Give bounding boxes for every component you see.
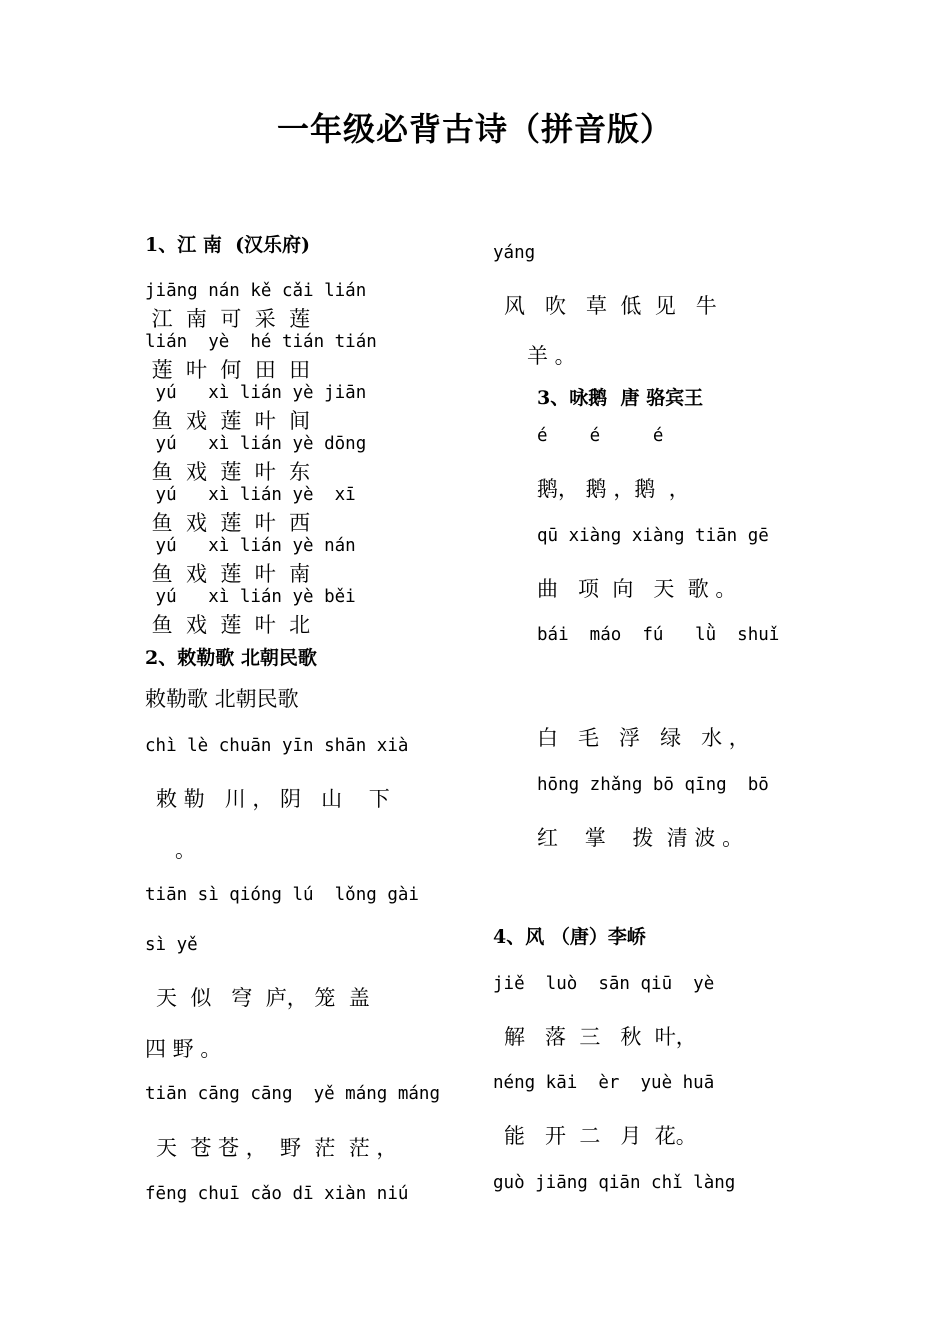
poem-2-pinyin-line-2: tiān sì qióng lú lǒng gài (145, 885, 419, 905)
poem-2-pinyin-line-4: fēng chuī cǎo dī xiàn niú (145, 1184, 409, 1204)
poem-2-hanzi-line-2-end: 四 野 。 (145, 1037, 222, 1061)
poem-1-pinyin-line-5: yú xì lián yè xī (145, 485, 356, 505)
poem-2-hanzi-line-4-end: 羊 。 (527, 344, 576, 368)
poem-1-hanzi-line-7: 鱼 戏 莲 叶 北 (145, 613, 311, 637)
poem-3-heading: 3、咏鹅 唐 骆宾王 (537, 387, 704, 409)
poem-3-hanzi-line-3: 白 毛 浮 绿 水 ， (537, 726, 750, 750)
poem-4-hanzi-line-1: 解 落 三 秋 叶， (504, 1025, 697, 1049)
poem-1-pinyin-line-2: lián yè hé tián tián (145, 332, 377, 352)
poem-1-pinyin-line-7: yú xì lián yè běi (145, 587, 356, 607)
poem-2-subtitle: 敕勒歌 北朝民歌 (145, 687, 299, 711)
poem-1-pinyin-line-4: yú xì lián yè dōng (145, 434, 367, 454)
poem-2-pinyin-line-3: tiān cāng cāng yě máng máng (145, 1084, 441, 1104)
poem-1-pinyin-line-3: yú xì lián yè jiān (145, 383, 367, 403)
poem-1-hanzi-line-1: 江 南 可 采 莲 (145, 307, 311, 331)
poem-3-pinyin-line-1: é é é (537, 426, 664, 446)
poem-1-hanzi-line-6: 鱼 戏 莲 叶 南 (145, 562, 311, 586)
poem-2-pinyin-line-1: chì lè chuān yīn shān xià (145, 736, 409, 756)
poem-1-pinyin-line-6: yú xì lián yè nán (145, 536, 356, 556)
poem-1-hanzi-line-4: 鱼 戏 莲 叶 东 (145, 460, 311, 484)
poem-3-pinyin-line-3: bái máo fú lǜ shuǐ (537, 625, 780, 645)
page-title: 一年级必背古诗（拼音版） (276, 110, 673, 148)
poem-2-hanzi-line-3: 天 苍 苍 ， 野 茫 茫 ， (156, 1136, 398, 1160)
poem-2-hanzi-line-1-end: 。 (175, 838, 196, 862)
poem-1-pinyin-line-1: jiāng nán kě cǎi lián (145, 281, 367, 301)
poem-1-hanzi-line-5: 鱼 戏 莲 叶 西 (145, 511, 311, 535)
poem-4-hanzi-line-2: 能 开 二 月 花。 (504, 1124, 697, 1148)
poem-4-pinyin-line-2: néng kāi èr yuè huā (493, 1073, 715, 1093)
poem-4-heading: 4、风 （唐）李峤 (493, 926, 646, 948)
poem-3-hanzi-line-2: 曲 项 向 天 歌 。 (537, 577, 737, 601)
poem-1-hanzi-line-2: 莲 叶 何 田 田 (145, 358, 311, 382)
poem-3-hanzi-line-4: 红 掌 拨 清 波 。 (537, 826, 744, 850)
poem-1-heading: 1、江 南 (汉乐府) (145, 234, 311, 256)
poem-2-hanzi-line-2: 天 似 穹 庐， 笼 盖 (156, 986, 370, 1010)
poem-3-pinyin-line-4: hōng zhǎng bō qīng bō (537, 775, 769, 795)
poem-2-hanzi-line-1: 敕 勒 川 ， 阴 山 下 (156, 787, 390, 811)
poem-4-pinyin-line-3: guò jiāng qiān chǐ làng (493, 1173, 736, 1193)
poem-1-hanzi-line-3: 鱼 戏 莲 叶 间 (145, 409, 311, 433)
poem-3-pinyin-line-2: qū xiàng xiàng tiān gē (537, 526, 769, 546)
poem-4-pinyin-line-1: jiě luò sān qiū yè (493, 974, 715, 994)
poem-2-hanzi-line-4: 风 吹 草 低 见 牛 (504, 294, 717, 318)
poem-2-pinyin-line-4-end: yáng (493, 243, 536, 263)
poem-2-heading: 2、敕勒歌 北朝民歌 (145, 647, 317, 669)
poem-3-hanzi-line-1: 鹅， 鹅 ，鹅 ， (537, 477, 690, 501)
poem-2-pinyin-line-2-end: sì yě (145, 935, 198, 955)
